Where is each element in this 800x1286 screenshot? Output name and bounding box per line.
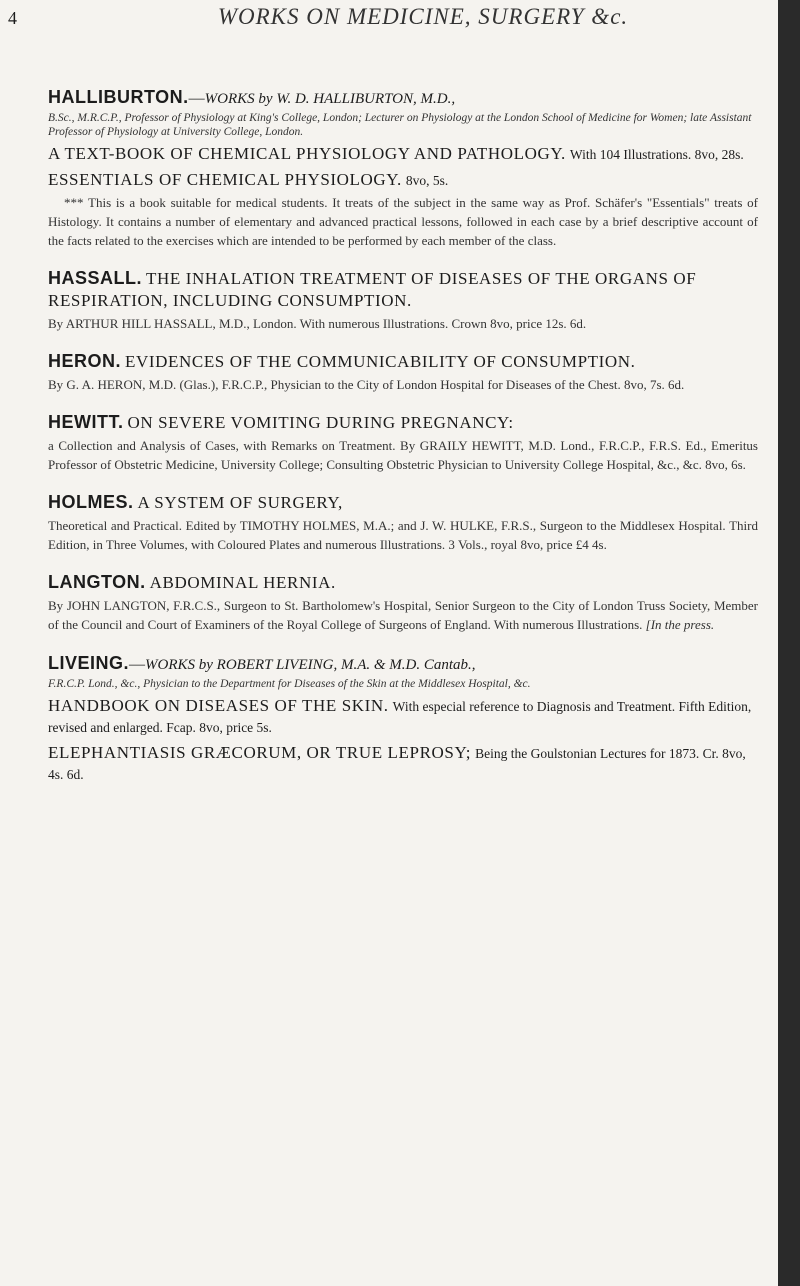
book-details: Being the Goulstonian Lectures for 1873. Cr. 8vo, 4s. 6d.: [48, 746, 746, 782]
page-gutter: [778, 0, 800, 1286]
book-title: THE INHALATION TREATMENT OF DISEASES OF THE ORGANS OF RESPIRATION, INCLUDING CONSUMPTION.: [48, 269, 697, 310]
book-title: EVIDENCES OF THE COMMUNICABILITY OF CONSUMPTION.: [125, 352, 636, 371]
book-title: A TEXT-BOOK OF CHEMICAL PHYSIOLOGY AND PATHOLOGY.: [48, 144, 566, 163]
author-name: HASSALL.: [48, 268, 142, 288]
book-details: 8vo, 5s.: [405, 173, 449, 188]
book-title: HANDBOOK ON DISEASES OF THE SKIN.: [48, 696, 389, 715]
entry-halliburton: [48, 86, 758, 250]
author-works: WORKS by ROBERT LIVEING, M.A. & M.D. Cantab.,: [145, 657, 476, 673]
author-name: HALLIBURTON.: [48, 87, 189, 107]
book-item: [48, 268, 758, 312]
entry-holmes: [48, 492, 758, 554]
entry-langton: [48, 572, 758, 634]
book-details: By G. A. HERON, M.D. (Glas.), F.R.C.P., Physician to the City of London Hospital for Diseases of the Chest. 8vo, 7s. 6d.: [48, 377, 685, 392]
book-details: By ARTHUR HILL HASSALL, M.D., London. With numerous Illustrations. Crown 8vo, price 12s. 6d.: [48, 316, 587, 331]
book-item: [48, 169, 758, 191]
entry-heron: [48, 351, 758, 394]
book-title: ESSENTIALS OF CHEMICAL PHYSIOLOGY.: [48, 170, 402, 189]
book-details: With especial reference to Diagnosis and Treatment. Fifth Edition, revised and enlarged. Fcap. 8vo, price 5s.: [48, 699, 752, 735]
book-title: ON SEVERE VOMITING DURING PREGNANCY:: [127, 413, 514, 432]
author-name: HEWITT.: [48, 412, 124, 432]
author-name: HERON.: [48, 351, 122, 371]
book-details-wrap: [48, 596, 758, 634]
page-header: [8, 4, 768, 34]
book-item: [48, 492, 758, 514]
author-name: LANGTON.: [48, 572, 146, 592]
book-title: ELEPHANTIASIS GRÆCORUM, OR TRUE LEPROSY;: [48, 743, 472, 762]
entry-hewitt: [48, 412, 758, 474]
author-bio: B.Sc., M.R.C.P., Professor of Physiology at King's College, London; Lecturer on Physiology at the London School of Medicine for Women; late Assistant Professor of Physiology at University College, London.: [48, 112, 752, 138]
author-name: HOLMES.: [48, 492, 134, 512]
catalogue-entries: [48, 86, 758, 803]
book-title: A SYSTEM OF SURGERY,: [137, 493, 343, 512]
catalogue-page: [8, 0, 768, 34]
book-item: [48, 695, 758, 738]
running-title: WORKS ON MEDICINE, SURGERY &c.: [217, 4, 629, 29]
book-note: *** This is a book suitable for medical students. It treats of the subject in the same way as Prof. Schäfer's "Essentials" treats of Histology. It contains a number of elementary and advanced practical lessons, followed in each case by a brief descriptive account of the facts related to the exercises which are intended to be performed by each member of the class.: [48, 195, 758, 248]
book-item: [48, 742, 758, 785]
entry-hassall: [48, 268, 758, 333]
author-bio: F.R.C.P. Lond., &c., Physician to the Department for Diseases of the Skin at the Middlesex Hospital, &c.: [48, 678, 531, 690]
press-note: [In the press.: [645, 617, 715, 632]
book-item: [48, 412, 758, 434]
book-details: Theoretical and Practical. Edited by TIMOTHY HOLMES, M.A.; and J. W. HULKE, F.R.S., Surgeon to the Middlesex Hospital. Third Edition, in Three Volumes, with Coloured Plates and numerous Illustrations. 3 Vols., royal 8vo, price £4 4s.: [48, 518, 758, 552]
author-line: LIVEING.—WORKS by ROBERT LIVEING, M.A. & M.D. Cantab.,: [48, 653, 476, 673]
book-details: With 104 Illustrations. 8vo, 28s.: [569, 147, 744, 162]
author-line: HALLIBURTON.—WORKS by W. D. HALLIBURTON, M.D.,: [48, 87, 456, 107]
book-title: ABDOMINAL HERNIA.: [149, 573, 336, 592]
page-number: 4: [8, 8, 17, 28]
author-works: WORKS by W. D. HALLIBURTON, M.D.,: [204, 91, 456, 107]
book-item: [48, 572, 758, 594]
book-item: [48, 351, 758, 373]
book-details: By JOHN LANGTON, F.R.C.S., Surgeon to St. Bartholomew's Hospital, Senior Surgeon to the City of London Truss Society, Member of the Council and Court of Examiners of the Royal College of Surgeons of England. With numerous Illustrations.: [48, 598, 758, 632]
entry-liveing: [48, 652, 758, 785]
author-name: LIVEING.: [48, 653, 130, 673]
book-item: [48, 143, 758, 165]
book-details: a Collection and Analysis of Cases, with Remarks on Treatment. By GRAILY HEWITT, M.D. Lond., F.R.C.P., F.R.S. Ed., Emeritus Professor of Obstetric Medicine, University College; Consulting Obstetric Physician to University College Hospital, &c., &c. 8vo, 6s.: [48, 438, 758, 472]
